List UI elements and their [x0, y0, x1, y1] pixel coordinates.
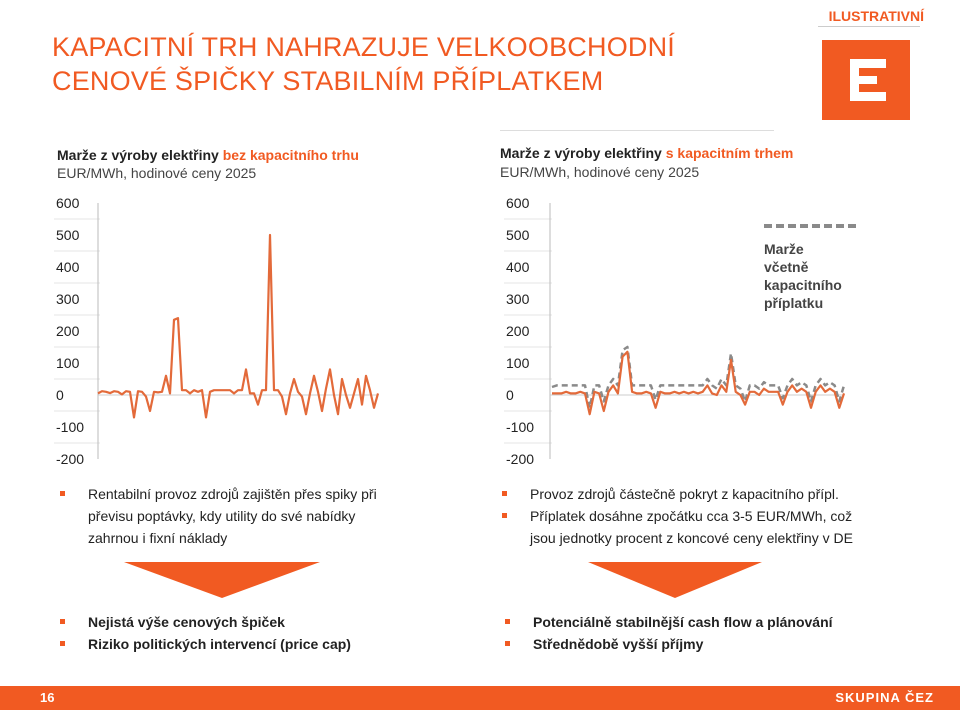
footer-bar [0, 686, 960, 710]
y-tick-label: -200 [506, 451, 535, 467]
y-tick-label: 500 [56, 227, 80, 243]
bullet-item: Provoz zdrojů částečně pokryt z kapacitního přípl. [502, 483, 942, 505]
series-line-capacity [552, 347, 844, 408]
y-tick-label: -100 [506, 419, 535, 435]
y-tick-label: 0 [506, 387, 514, 403]
y-tick-label: 100 [506, 355, 530, 371]
y-tick-label: 500 [506, 227, 530, 243]
bullet-square-icon [505, 619, 510, 624]
right-chart-subtitle: EUR/MWh, hodinové ceny 2025 [500, 164, 700, 180]
page-number: 16 [40, 690, 55, 705]
bullet-square-icon [60, 619, 65, 624]
right-conclusions [505, 611, 945, 655]
page-title-line2: CENOVÉ ŠPIČKY STABILNÍM PŘÍPLATKEM [52, 66, 604, 96]
bullet-square-icon [60, 491, 65, 496]
y-tick-label: 600 [506, 195, 530, 211]
conclusion-item: Nejistá výše cenových špiček [60, 611, 460, 633]
left-conclusions [60, 611, 460, 655]
bullet-continuation: jsou jednotky procent z koncové ceny elektřiny v DE [530, 530, 853, 546]
separator-line [500, 130, 774, 131]
y-tick-label: -200 [56, 451, 85, 467]
legend-dash-marker [764, 224, 856, 228]
cez-logo-icon [822, 40, 910, 120]
bullet-item: Příplatek dosáhne zpočátku cca 3-5 EUR/MWh, což [502, 505, 942, 527]
bullet-square-icon [502, 491, 507, 496]
y-tick-label: 400 [506, 259, 530, 275]
series-line-marze [552, 352, 844, 414]
page-title-line1: KAPACITNÍ TRH NAHRAZUJE VELKOOBCHODNÍ [52, 32, 675, 62]
conclusion-item: Střednědobě vyšší příjmy [505, 633, 945, 655]
y-tick-label: 300 [56, 291, 80, 307]
bullet-square-icon [502, 513, 507, 518]
y-tick-label: 200 [56, 323, 80, 339]
series-line-marze [98, 235, 378, 417]
left-chart-title: Marže z výroby elektřiny bez kapacitního trhu [57, 147, 359, 163]
bullet-square-icon [505, 641, 510, 646]
conclusion-item: Potenciálně stabilnější cash flow a plánování [505, 611, 945, 633]
y-tick-label: 300 [506, 291, 530, 307]
legend-label: Marže včetně kapacitního příplatku [764, 241, 842, 311]
y-tick-label: 100 [56, 355, 80, 371]
left-bullets [60, 483, 460, 549]
y-tick-label: -100 [56, 419, 85, 435]
illustrative-badge: ILUSTRATIVNÍ [828, 8, 924, 24]
y-tick-label: 0 [56, 387, 64, 403]
y-tick-label: 200 [506, 323, 530, 339]
bullet-square-icon [60, 641, 65, 646]
cez-logo [822, 40, 910, 120]
bullet-item: Rentabilní provoz zdrojů zajištěn přes spiky při [60, 483, 460, 505]
left-down-arrow-icon [124, 562, 320, 598]
y-tick-label: 400 [56, 259, 80, 275]
right-down-arrow-icon [588, 562, 762, 598]
left-chart-subtitle: EUR/MWh, hodinové ceny 2025 [57, 165, 257, 181]
right-bullets [502, 483, 942, 549]
y-tick-label: 600 [56, 195, 80, 211]
page-title [52, 30, 772, 98]
chart-with-capacity [490, 190, 860, 470]
badge-underline [818, 26, 920, 27]
conclusion-item: Riziko politických intervencí (price cap) [60, 633, 460, 655]
footer-brand: SKUPINA ČEZ [835, 690, 934, 705]
bullet-continuation: převisu poptávky, kdy utility do své nabídky [88, 508, 356, 524]
chart-without-capacity [40, 190, 390, 470]
right-chart-title: Marže z výroby elektřiny s kapacitním trhem [500, 145, 794, 161]
bullet-continuation: zahrnou i fixní náklady [88, 530, 228, 546]
